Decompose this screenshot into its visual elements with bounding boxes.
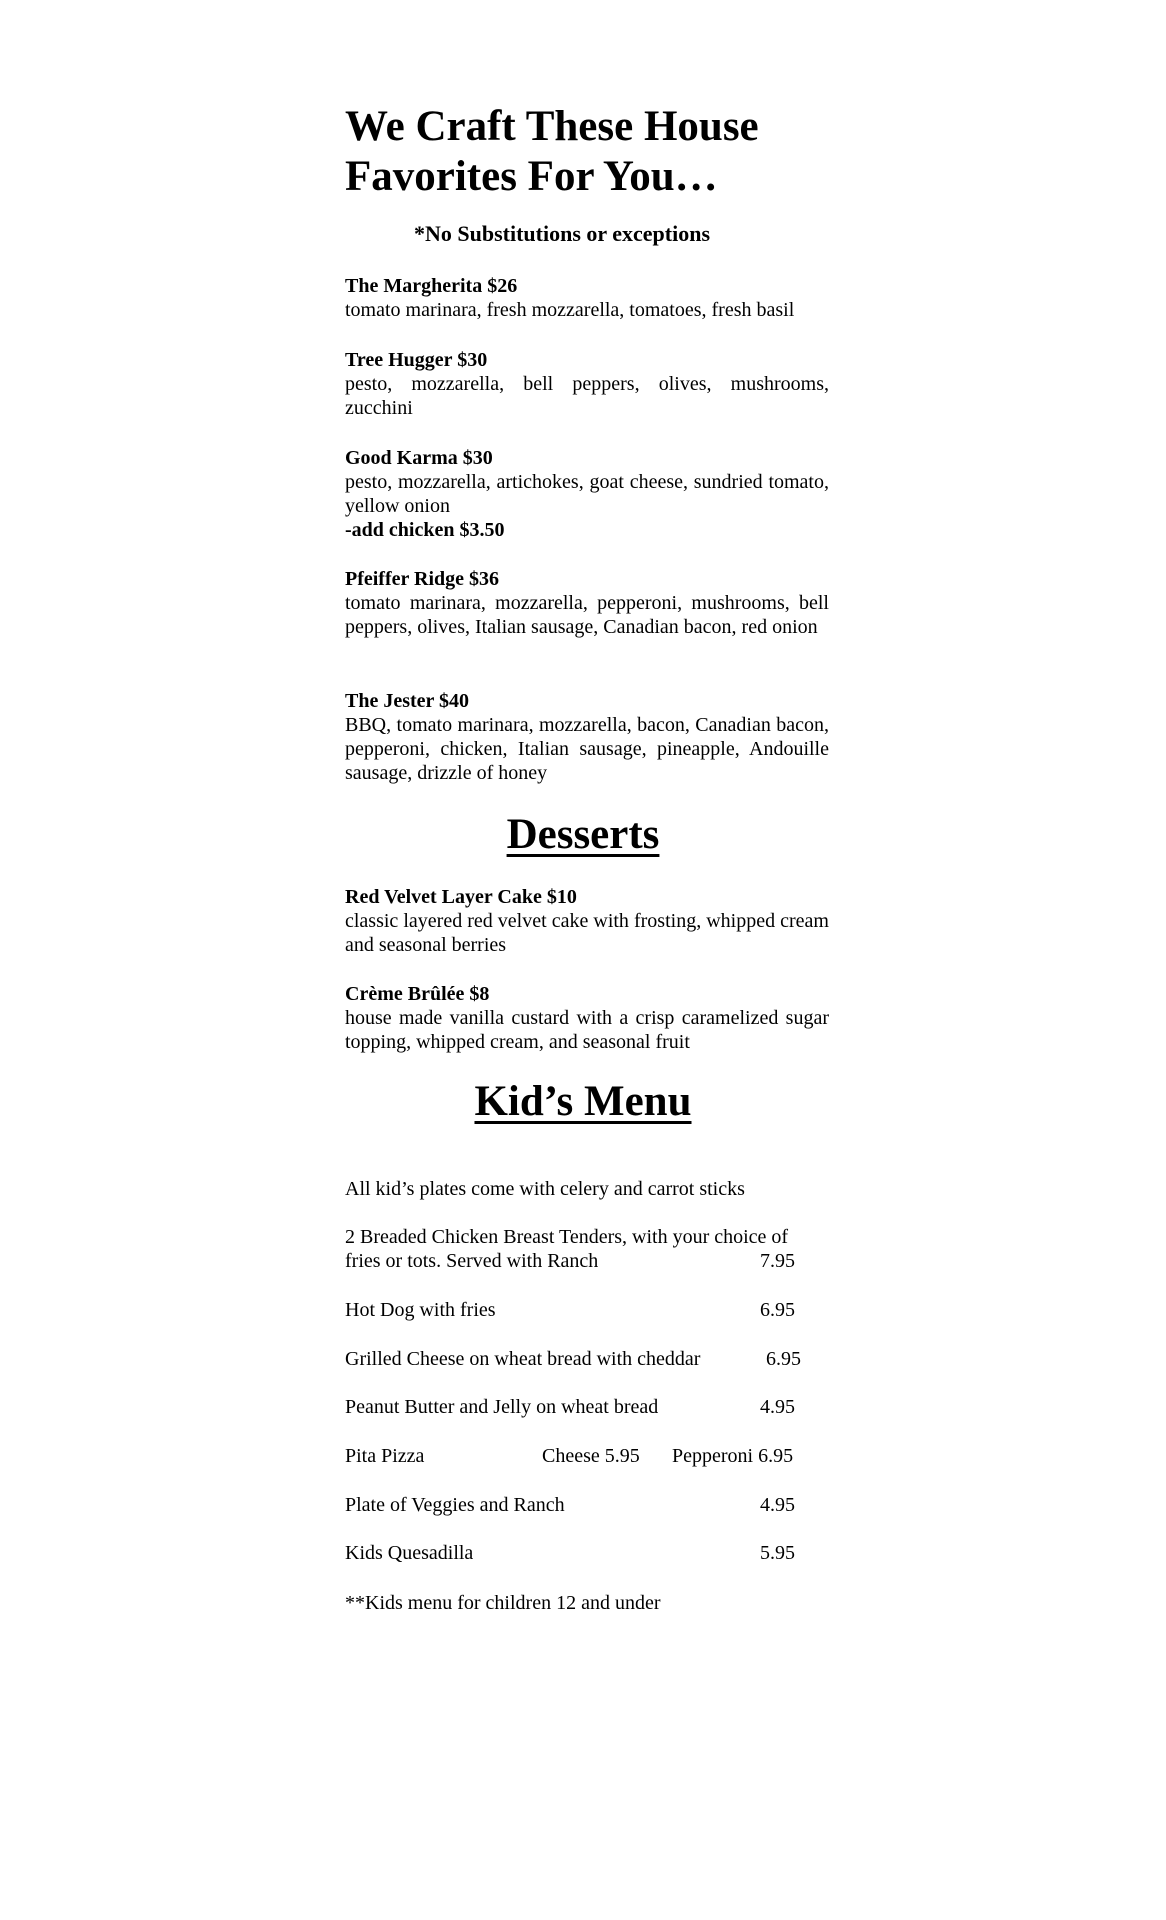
menu-item-name: The Margherita $26: [345, 275, 518, 297]
menu-item-good-karma: [345, 446, 829, 542]
menu-item-addon: -add chicken $3.50: [345, 519, 505, 541]
kids-item-price: 6.95: [760, 1299, 795, 1321]
menu-item-description: pesto, mozzarella, artichokes, goat cheese, sundried tomato, yellow onion: [345, 471, 829, 517]
kids-footnote: **Kids menu for children 12 and under: [345, 1592, 661, 1614]
kids-item-veggies: Plate of Veggies and Ranch: [345, 1494, 565, 1516]
kids-item-tenders-line2: fries or tots. Served with Ranch: [345, 1250, 599, 1272]
kids-item-grilled-cheese: Grilled Cheese on wheat bread with cheddar: [345, 1348, 701, 1370]
kids-item-option-pepperoni: Pepperoni 6.95: [672, 1445, 794, 1467]
menu-item-name: Tree Hugger $30: [345, 349, 488, 371]
kids-item-hot-dog: Hot Dog with fries: [345, 1299, 496, 1321]
menu-item-name: Pfeiffer Ridge $36: [345, 568, 500, 590]
menu-item-description: tomato marinara, fresh mozzarella, tomatoes, fresh basil: [345, 299, 795, 321]
menu-item-name: Good Karma $30: [345, 447, 493, 469]
no-substitutions-note: *No Substitutions or exceptions: [414, 221, 711, 246]
menu-item-description: tomato marinara, mozzarella, pepperoni, mushrooms, bell peppers, olives, Italian sausage, Canadian bacon, red onion: [345, 592, 829, 638]
kids-item-pita-pizza: Pita Pizza: [345, 1445, 425, 1467]
kids-intro: All kid’s plates come with celery and carrot sticks: [345, 1178, 745, 1200]
kids-item-tenders-line1: 2 Breaded Chicken Breast Tenders, with your choice of: [345, 1226, 789, 1248]
kids-menu-heading: Kid’s Menu: [474, 1078, 692, 1125]
dessert-red-velvet: [345, 885, 829, 957]
kids-item-pbj: Peanut Butter and Jelly on wheat bread: [345, 1396, 659, 1418]
menu-item-pfeiffer-ridge: [345, 567, 829, 639]
dessert-description: house made vanilla custard with a crisp caramelized sugar topping, whipped cream, and seasonal fruit: [345, 1007, 829, 1053]
menu-item-the-jester: [345, 689, 829, 785]
menu-item-description: pesto, mozzarella, bell peppers, olives, mushrooms, zucchini: [345, 373, 829, 419]
menu-item-name: The Jester $40: [345, 690, 470, 712]
kids-item-option-cheese: Cheese 5.95: [542, 1445, 640, 1467]
menu-item-margherita: [345, 274, 829, 322]
kids-item-price: 4.95: [760, 1396, 795, 1418]
menu-item-description: BBQ, tomato marinara, mozzarella, bacon, Canadian bacon, pepperoni, chicken, Italian sausage, pineapple, Andouille sausage, drizzle of honey: [345, 714, 829, 784]
dessert-name: Crème Brûlée $8: [345, 983, 490, 1005]
kids-item-price: 5.95: [760, 1542, 795, 1564]
menu-item-tree-hugger: [345, 348, 829, 420]
kids-item-price: 7.95: [760, 1250, 795, 1272]
dessert-description: classic layered red velvet cake with frosting, whipped cream and seasonal berries: [345, 910, 829, 956]
dessert-creme-brulee: [345, 982, 829, 1054]
desserts-heading: Desserts: [506, 811, 660, 858]
kids-item-price: 6.95: [766, 1348, 801, 1370]
kids-item-quesadilla: Kids Quesadilla: [345, 1542, 474, 1564]
kids-item-price: 4.95: [760, 1494, 795, 1516]
page-title: We Craft These House Favorites For You…: [345, 103, 759, 200]
dessert-name: Red Velvet Layer Cake $10: [345, 886, 577, 908]
